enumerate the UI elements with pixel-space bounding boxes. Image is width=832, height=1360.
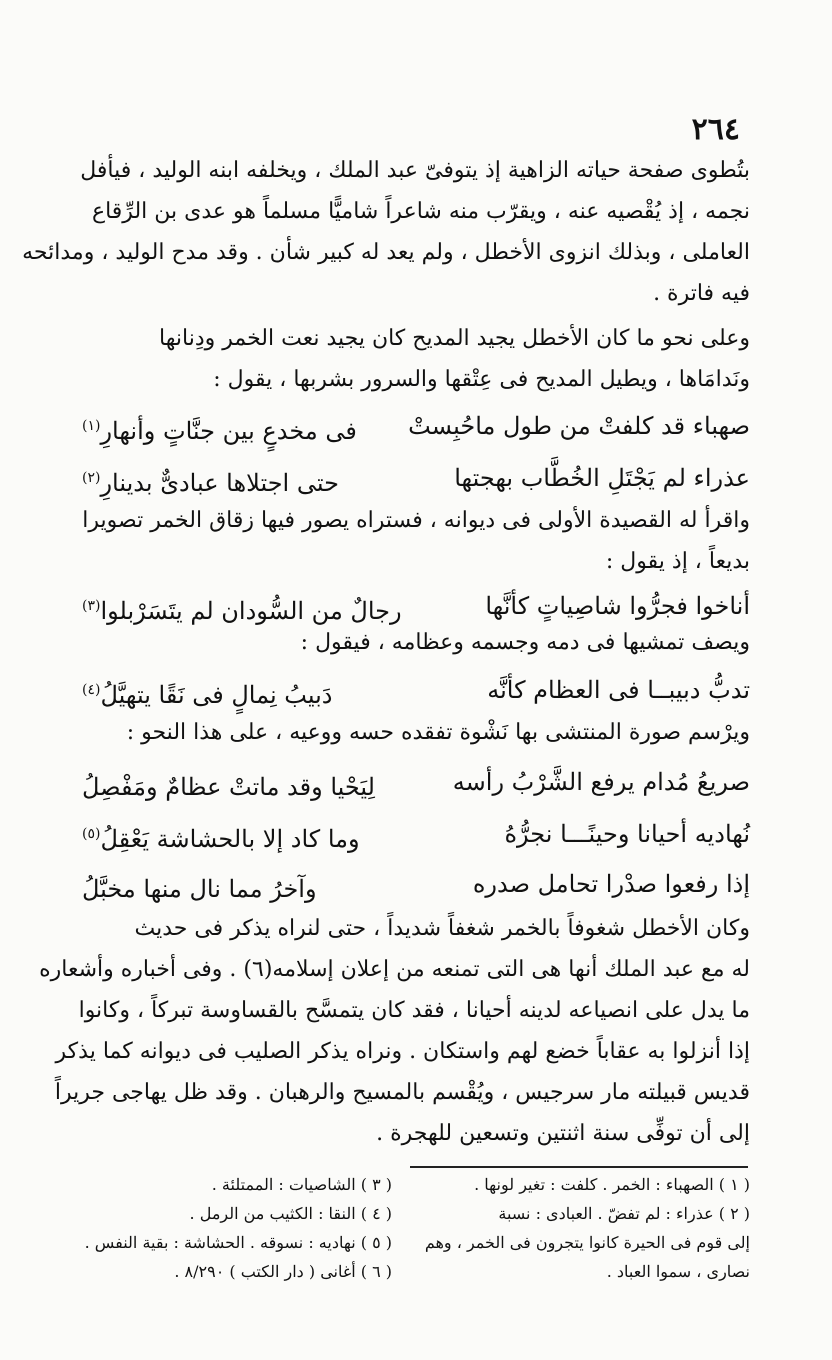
verse-second-text: رجالٌ من السُّودان لم يتَسَرْبلوا [100, 597, 402, 625]
paragraph-4 [82, 622, 750, 663]
text-line: واقرأ له القصيدة الأولى فى ديوانه ، فستراه يصور فيها زقاق الخمر تصويرا [82, 508, 750, 533]
text-line: وعلى نحو ما كان الأخطل يجيد المديح كان يجيد نعت الخمر ودِنانها [159, 326, 750, 351]
verse-second-text: حتى اجتلاها عبادىٌّ بدينارِ [100, 469, 339, 497]
footnote-line: ( ٤ ) النقا : الكثيب من الرمل . [189, 1204, 392, 1223]
verse-second-hemistich [82, 668, 332, 717]
text-line: بتُطوى صفحة حياته الزاهية إذ يتوفىّ عبد الملك ، ويخلفه ابنه الوليد ، فيأفل [80, 158, 750, 183]
verse-first-hemistich: صريعُ مُدام يرفع الشَّرْبُ رأسه [452, 768, 750, 796]
footnote-line: نصارى ، سموا العباد . [606, 1262, 750, 1281]
footnote-line: ( ٢ ) عذراء : لم تفضّ . العبادى : نسبة [498, 1204, 750, 1223]
page-number: ٢٦٤ [691, 112, 740, 147]
verse-4 [82, 668, 750, 712]
footnote-line: ( ٣ ) الشاصيات : الممتلئة . [211, 1175, 392, 1194]
verse-first-hemistich: أناخوا فجرُّوا شاصِياتٍ كأنَّها [485, 592, 750, 620]
paragraph-2 [82, 318, 750, 400]
paragraph-1 [22, 150, 750, 314]
footnotes-left-column [72, 1170, 392, 1286]
verse-first-hemistich: صهباء قد كلفتْ من طول ماحُبِستْ [408, 412, 750, 440]
verse-first-hemistich: عذراء لم يَجْتَلِ الخُطَّاب بهجتها [454, 464, 750, 492]
paragraph-5 [82, 712, 750, 753]
text-line: ونَدامَاها ، ويطيل المديح فى عِتْقها والسرور بشربها ، يقول : [213, 367, 750, 392]
footnote-line: ( ١ ) الصهباء : الخمر . كلفت : تغير لونها . [474, 1175, 750, 1194]
text-line: ويرْسم صورة المنتشى بها نَشْوة تفقده حسه ووعيه ، على هذا النحو : [126, 720, 750, 745]
text-line: له مع عبد الملك أنها هى التى تمنعه من إعلان إسلامه(٦) . وفى أخباره وأشعاره [39, 957, 750, 982]
text-line: بديعاً ، إذ يقول : [605, 549, 750, 574]
verse-5 [82, 760, 750, 804]
text-line: قديس قبيلته مار سرجيس ، ويُقْسم بالمسيح والرهبان . وقد ظل يهاجى جريراً [54, 1080, 750, 1105]
text-line: العاملى ، وبذلك انزوى الأخطل ، ولم يعد له كبير شأن . وقد مدح الوليد ، ومدائحه [22, 240, 750, 265]
verse-second-hemistich [82, 404, 357, 453]
verse-2 [82, 456, 750, 500]
verse-second-hemistich [82, 812, 360, 861]
verse-first-hemistich: إذا رفعوا صدْرا تحامل صدره [472, 870, 750, 898]
text-line: فيه فاترة . [653, 281, 750, 306]
footnote-marker: (٥) [82, 826, 101, 842]
footnotes-right-column [414, 1170, 750, 1286]
text-line: ويصف تمشيها فى دمه وجسمه وعظامه ، فيقول : [300, 630, 750, 655]
paragraph-3 [82, 500, 750, 582]
verse-second-text: لِيَحْيا وقد ماتتْ عظامٌ ومَفْصِلُ [82, 773, 375, 801]
verse-second-text: وآخرُ مما نال منها مخبَّلُ [82, 875, 317, 903]
text-line: وكان الأخطل شغوفاً بالخمر شغفاً شديداً ، حتى لنراه يذكر فى حديث [134, 916, 750, 941]
footnote-marker: (٣) [82, 598, 101, 614]
text-line: نجمه ، إذ يُقْصيه عنه ، ويقرّب منه شاعراً شاميًّا مسلماً هو عدى بن الرِّقاع [91, 199, 750, 224]
footnote-divider [410, 1166, 748, 1168]
verse-second-hemistich [82, 456, 339, 505]
text-line: إذا أنزلوا به عقاباً خضع لهم واستكان . ونراه يذكر الصليب فى ديوانه كما يذكر [55, 1039, 750, 1064]
text-line: إلى أن توفِّى سنة اثنتين وتسعين للهجرة . [376, 1121, 750, 1146]
footnote-marker: (١) [82, 418, 101, 434]
verse-second-hemistich [82, 862, 317, 911]
footnote-marker: (٢) [82, 470, 101, 486]
footnote-marker: (٤) [82, 682, 101, 698]
verse-1 [82, 404, 750, 448]
verse-second-text: فى مخدعٍ بين جنَّاتٍ وأنهارِ [100, 417, 357, 445]
verse-first-hemistich: نُهاديه أحيانا وحينًـــا نجرُّهُ [504, 820, 750, 848]
footnote-line: ( ٥ ) نهاديه : نسوقه . الحشاشة : بقية النفس . [84, 1233, 392, 1252]
verse-6 [82, 812, 750, 856]
verse-second-text: وما كاد إلا بالحشاشة يَعْقِلُ [100, 825, 360, 853]
verse-second-text: دَبيبُ نِمالٍ فى نَقًا يتهيَّلُ [100, 681, 333, 709]
verse-first-hemistich: تدبُّ دبيبــا فى العظام كأنَّه [487, 676, 750, 704]
text-line: ما يدل على انصياعه لدينه أحيانا ، فقد كان يتمسَّح بالقساوسة تبركاً ، وكانوا [78, 998, 750, 1023]
paragraph-6 [39, 908, 750, 1154]
verse-second-hemistich [82, 760, 375, 809]
verse-7 [82, 862, 750, 906]
footnote-line: إلى قوم فى الحيرة كانوا يتجرون فى الخمر ، وهم [424, 1233, 750, 1252]
footnote-line: ( ٦ ) أغانى ( دار الكتب ) ٨/٢٩٠ . [174, 1262, 392, 1281]
